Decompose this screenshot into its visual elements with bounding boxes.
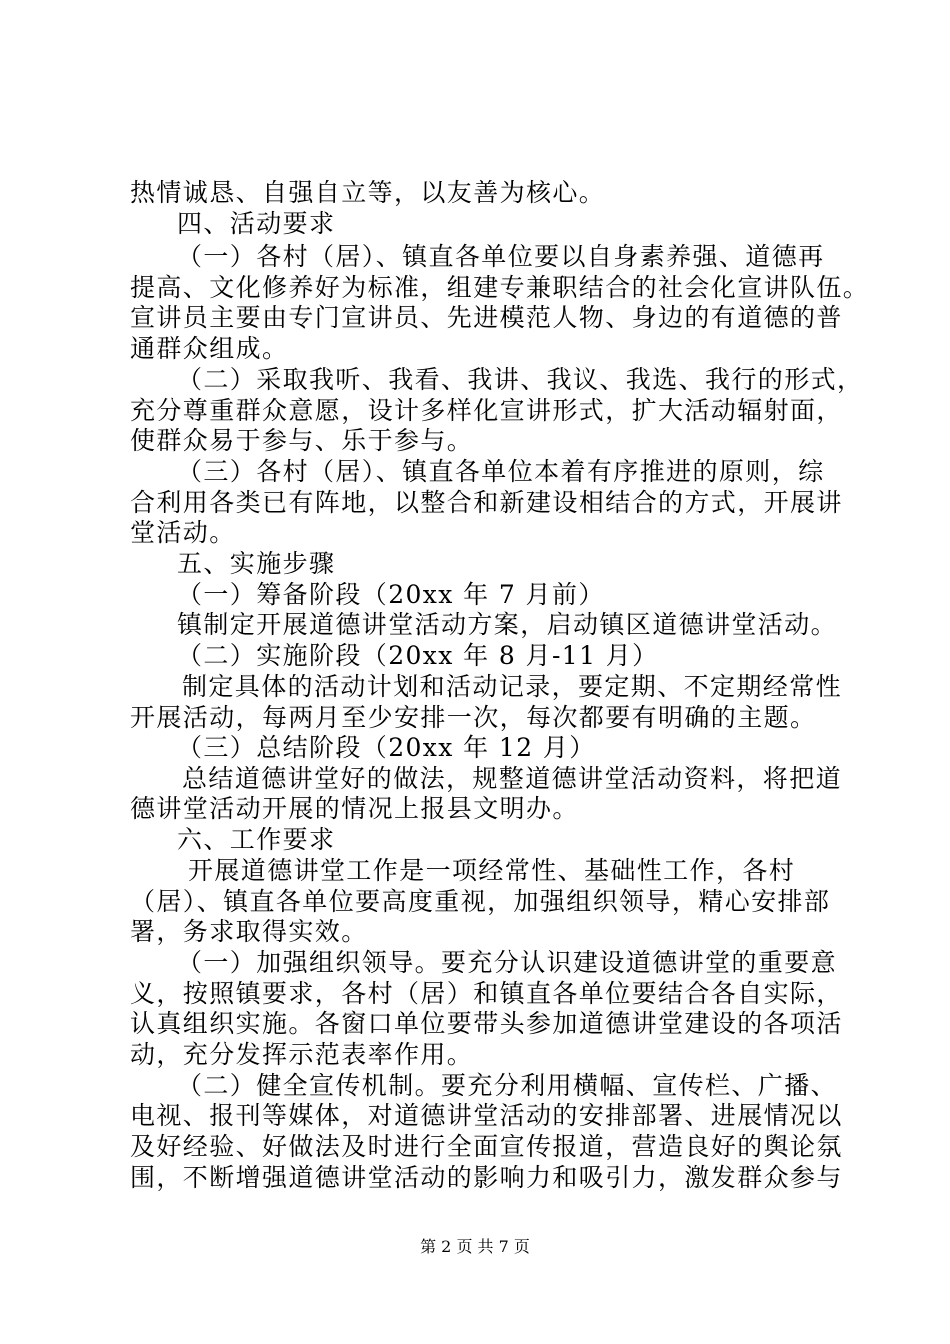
text-line: 总结道德讲堂好的做法，规整道德讲堂活动资料，将把道 [182, 764, 843, 793]
text-line: （一）各村（居）、镇直各单位要以自身素养强、道德再 [177, 242, 825, 271]
text-line: 提高、文化修养好为标准，组建专兼职结合的社会化宣讲队伍。 [130, 273, 870, 302]
text-line: 充分尊重群众意愿，设计多样化宣讲形式，扩大活动辐射面， [130, 396, 843, 425]
text-line: 堂活动。 [130, 518, 236, 547]
subsection-heading: （二）实施阶段（20xx 年 8 月-11 月） [177, 641, 659, 670]
text-line: 德讲堂活动开展的情况上报县文明办。 [130, 794, 579, 823]
text-line: （三）各村（居）、镇直各单位本着有序推进的原则，综 [177, 457, 825, 486]
text-line: 热情诚恳、自强自立等，以友善为核心。 [130, 178, 606, 207]
text-line: 认真组织实施。各窗口单位要带头参加道德讲堂建设的各项活 [130, 1009, 843, 1038]
text-line: （居）、镇直各单位要高度重视，加强组织领导，精心安排部 [130, 887, 831, 916]
text-line: （二）采取我听、我看、我讲、我议、我选、我行的形式， [177, 365, 864, 394]
text-line: 开展道德讲堂工作是一项经常性、基础性工作，各村 [188, 856, 796, 885]
page-number-footer: 第 2 页 共 7 页 [420, 1237, 530, 1256]
text-line: 义，按照镇要求，各村（居）和镇直各单位要结合各自实际， [130, 979, 843, 1008]
text-line: 动，充分发挥示范表率作用。 [130, 1040, 474, 1069]
subsection-heading: （一）筹备阶段（20xx 年 7 月前） [177, 580, 605, 609]
text-line: 通群众组成。 [130, 334, 289, 363]
section-heading: 六、工作要求 [177, 825, 336, 854]
text-line: 宣讲员主要由专门宣讲员、先进模范人物、身边的有道德的普 [130, 303, 843, 332]
text-line: 开展活动，每两月至少安排一次，每次都要有明确的主题。 [130, 703, 817, 732]
subsection-heading: （三）总结阶段（20xx 年 12 月） [177, 733, 596, 762]
text-line: 电视、报刊等媒体，对道德讲堂活动的安排部署、进展情况以 [130, 1101, 843, 1130]
section-heading: 五、实施步骤 [177, 549, 336, 578]
text-line: （二）健全宣传机制。要充分利用横幅、宣传栏、广播、 [177, 1071, 838, 1100]
text-line: 围，不断增强道德讲堂活动的影响力和吸引力，激发群众参与 [130, 1163, 843, 1192]
text-line: 署，务求取得实效。 [130, 917, 368, 946]
text-line: 合利用各类已有阵地，以整合和新建设相结合的方式，开展讲 [130, 488, 843, 517]
text-line: 镇制定开展道德讲堂活动方案，启动镇区道德讲堂活动。 [177, 610, 838, 639]
text-line: 及好经验、好做法及时进行全面宣传报道，营造良好的舆论氛 [130, 1132, 843, 1161]
text-line: 制定具体的活动计划和活动记录，要定期、不定期经常性 [182, 672, 843, 701]
text-line: （一）加强组织领导。要充分认识建设道德讲堂的重要意 [177, 948, 838, 977]
text-line: 使群众易于参与、乐于参与。 [130, 426, 474, 455]
section-heading: 四、活动要求 [177, 209, 336, 238]
